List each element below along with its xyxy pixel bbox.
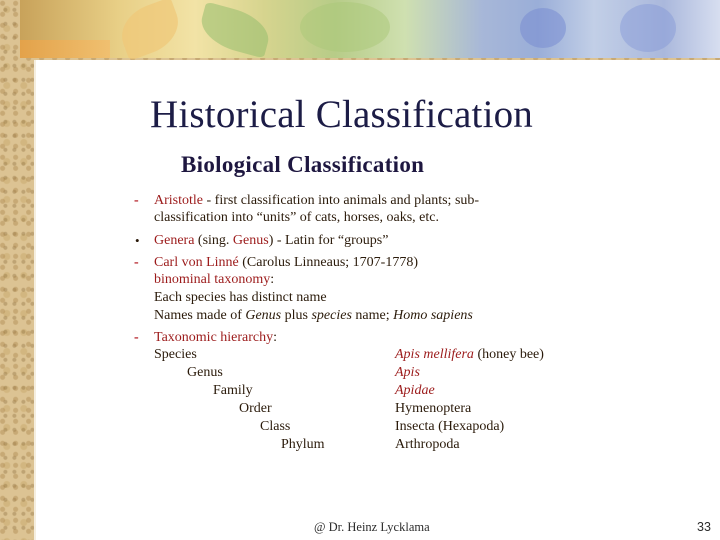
bullet-marker: - [134,193,139,208]
hierarchy-colon: : [273,330,278,345]
genera-mid: (sing. [194,233,233,248]
binomial-colon: : [270,272,275,287]
example-family: Apidae [395,383,435,398]
slide-title: Historical Classification [150,93,534,136]
linne-line [154,255,418,271]
page-number: 33 [697,520,711,534]
example-phylum: Arthropoda [395,437,460,452]
names-genus: Genus [245,308,282,323]
linne-text: (Carolus Linneaus; 1707-1778) [238,255,419,270]
names-prefix: Names made of [154,308,246,323]
names-line [154,308,473,324]
rank-class: Class [260,419,291,434]
names-species: species [311,308,352,323]
leaf-graphic [114,0,186,61]
aristotle-text: - first classification into animals and plants; sub- [203,193,480,208]
rank-phylum: Phylum [281,437,325,452]
classification-figure [90,140,714,470]
bullet-dot: • [135,233,140,248]
names-name: name; [351,308,394,323]
figure-title: Biological Classification [181,152,425,177]
rank-family: Family [213,383,253,398]
genera-line [154,233,388,249]
flower-graphic [620,4,676,52]
decorative-banner [20,0,720,58]
hierarchy-term: Taxonomic hierarchy [154,330,274,345]
flower-graphic [520,8,566,48]
species-common: (honey bee) [473,347,544,362]
binomial-line [154,272,274,288]
rank-order: Order [239,401,272,416]
aristotle-term: Aristotle [154,193,203,208]
hierarchy-line [154,330,277,346]
genera-term: Genera [154,233,195,248]
bullet-marker: - [134,330,139,345]
rank-genus: Genus [187,365,223,380]
example-class: Insecta (Hexapoda) [395,419,505,434]
aristotle-line [154,193,479,209]
names-example: Homo sapiens [393,308,473,323]
genus-term: Genus [232,233,269,248]
linne-term: Carl von Linné [154,255,239,270]
rank-species: Species [154,347,197,362]
example-genus: Apis [395,365,420,380]
species-example: Apis mellifera [395,347,474,362]
aristotle-line-2: classification into “units” of cats, horses, oaks, etc. [154,210,439,225]
leaf-graphic [196,2,274,59]
genera-end: ) - Latin for “groups” [268,233,389,248]
leaf-graphic [300,2,390,52]
names-plus: plus [281,308,312,323]
example-species [395,347,544,363]
each-species-line: Each species has distinct name [154,290,327,305]
slide-footer: @ Dr. Heinz Lycklama [314,520,430,534]
accent-bar [20,40,110,58]
bullet-marker: - [134,255,139,270]
example-order: Hymenoptera [395,401,472,416]
binomial-term: binominal taxonomy [154,272,271,287]
